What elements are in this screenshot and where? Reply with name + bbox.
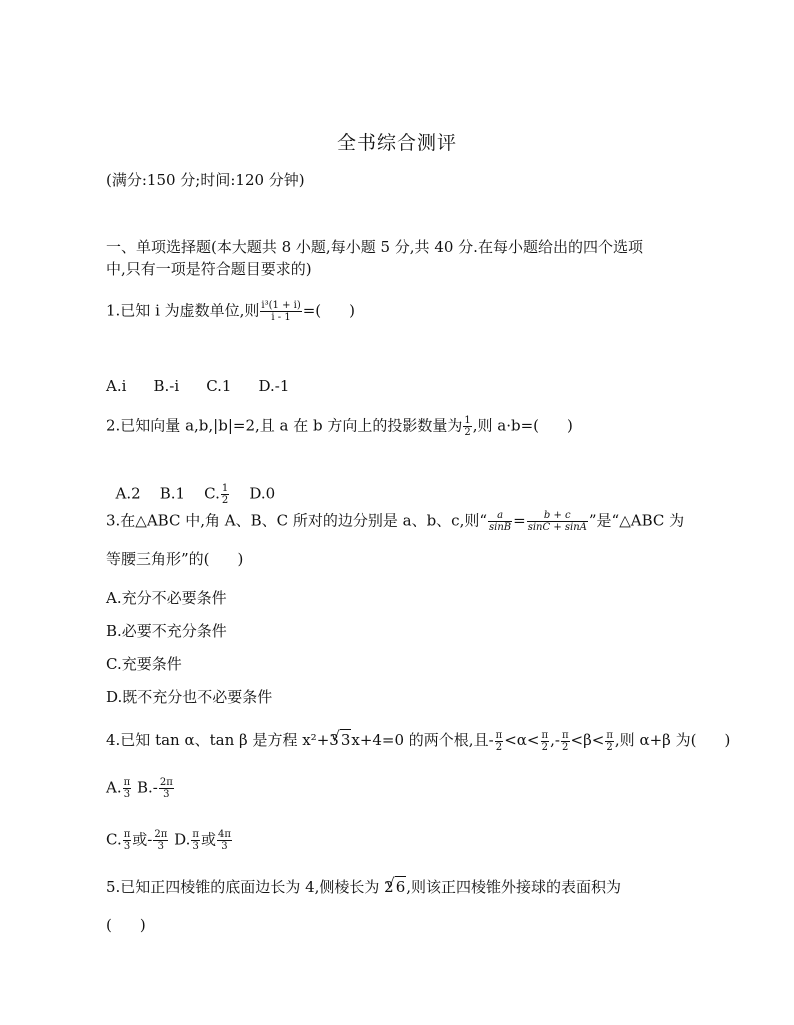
q4-option-d-frac-1 xyxy=(191,829,200,852)
q2-fraction-numerator: 1 xyxy=(464,415,471,426)
q4-option-d-mid: 或 xyxy=(200,830,216,849)
q4-option-d-d1: 3 xyxy=(192,841,199,852)
question-5-line2 xyxy=(106,915,146,935)
q4-option-a-den: 3 xyxy=(123,789,131,800)
q4-option-b-frac xyxy=(159,777,174,800)
page-title: 全书综合测评 xyxy=(336,132,457,154)
q4-stem: 4.已知 tan α、tan β 是方程 x²+3 xyxy=(106,731,339,749)
q1-fraction-numerator: i³(1 + i) xyxy=(261,300,301,311)
exam-meta: (满分:150 分;时间:120 分钟) xyxy=(106,171,305,189)
q4-close: ) xyxy=(724,731,731,749)
q4-option-b-num: 2π xyxy=(159,777,173,788)
q4-frac-4-num: π xyxy=(606,729,613,741)
q4-option-c-n2: 2π xyxy=(154,829,168,840)
q1-stem: 1.已知 i 为虚数单位,则 xyxy=(106,301,260,320)
q4-frac-1-num: π xyxy=(495,729,503,741)
q4-option-c-d1: 3 xyxy=(123,841,131,852)
q4-sqrt: √ 3 xyxy=(340,729,352,750)
q4-frac-3 xyxy=(561,730,570,753)
q4-option-a-num: π xyxy=(123,777,131,788)
q2-options xyxy=(106,463,275,506)
q3-f1-numerator: a xyxy=(488,510,512,522)
q2-option-c-denominator: 2 xyxy=(221,495,229,506)
q4-mid: x+4=0 的两个根,且- xyxy=(351,731,494,749)
q4-frac-4-den: 2 xyxy=(606,741,613,753)
q3-suffix: ”是“△ABC 为 xyxy=(588,511,685,530)
question-5 xyxy=(106,876,621,897)
q2-stem: 2.已知向量 a,b,|b|=2,且 a 在 b 方向上的投影数量为 xyxy=(106,416,463,435)
question-2 xyxy=(106,415,573,438)
question-3-line2 xyxy=(106,549,243,569)
q4-option-d-d2: 3 xyxy=(221,841,228,852)
q3-f1-denominator: sinB xyxy=(489,522,512,533)
q4-options-cd xyxy=(106,829,233,852)
q2-suffix: ,则 a·b=( xyxy=(472,416,540,435)
q3-option-b: B.必要不充分条件 xyxy=(106,622,227,640)
q3-line2: 等腰三角形”的( xyxy=(106,550,210,568)
q5-sqrt: √ 6 xyxy=(395,876,407,897)
q3-f2-denominator: sinC + sinA xyxy=(527,522,587,533)
q4-option-c-frac-2 xyxy=(153,829,168,852)
q4-option-c-d2: 3 xyxy=(157,841,165,852)
q4-frac-2-den: 2 xyxy=(541,741,548,753)
q4-option-c-n1: π xyxy=(123,829,131,840)
q5-suffix: ,则该正四棱锥外接球的表面积为 xyxy=(406,878,622,896)
q3-fraction-1 xyxy=(488,510,512,533)
q5-stem: 5.已知正四棱锥的底面边长为 4,侧棱长为 2 xyxy=(106,878,394,896)
section-heading-line2: 中,只有一项是符合题目要求的) xyxy=(106,260,312,278)
question-4 xyxy=(106,729,730,753)
q2-fraction xyxy=(463,415,471,438)
q4-option-b-den: 3 xyxy=(163,789,170,800)
q4-option-c-frac-1 xyxy=(123,829,132,852)
q4-comma-neg: ,- xyxy=(550,731,560,749)
q3-option-a: A.充分不必要条件 xyxy=(106,589,227,607)
q5-open: ( xyxy=(106,916,112,934)
q4-option-c: C. xyxy=(106,830,122,849)
q1-suffix: =( xyxy=(302,301,322,320)
q3-option-d: D.既不充分也不必要条件 xyxy=(106,688,273,706)
q2-option-c-numerator: 1 xyxy=(221,483,229,494)
q2-option-c-fraction xyxy=(221,483,229,506)
q4-lt-alpha: <α< xyxy=(504,731,540,749)
q4-option-d-n2: 4π xyxy=(217,829,231,840)
q4-option-d: D. xyxy=(174,830,191,849)
q4-frac-2 xyxy=(541,730,550,753)
q4-frac-2-num: π xyxy=(541,729,549,741)
q1-close: ) xyxy=(349,301,356,320)
q4-option-b: B.- xyxy=(136,778,158,797)
q2-options-ab: A.2 B.1 C. xyxy=(115,484,220,503)
q4-options-ab xyxy=(106,777,175,800)
q3-stem: 3.在△ABC 中,角 A、B、C 所对的边分别是 a、b、c,则“ xyxy=(106,511,488,530)
q4-frac-3-num: π xyxy=(561,729,569,741)
q2-close: ) xyxy=(567,416,573,435)
q3-fraction-2 xyxy=(527,510,588,533)
q4-frac-1 xyxy=(495,730,504,753)
q2-fraction-denominator: 2 xyxy=(464,427,471,438)
q3-equals: = xyxy=(513,511,526,530)
q4-frac-1-den: 2 xyxy=(495,741,503,753)
q4-frac-4 xyxy=(605,730,614,753)
q1-fraction xyxy=(260,300,301,323)
q5-close: ) xyxy=(139,916,146,934)
q1-fraction-denominator: i - 1 xyxy=(271,312,291,323)
section-heading-line1: 一、单项选择题(本大题共 8 小题,每小题 5 分,共 40 分.在每小题给出的四个选项 xyxy=(106,238,643,256)
q4-option-a: A. xyxy=(106,778,122,797)
q2-option-d: D.0 xyxy=(249,484,276,503)
q4-option-d-frac-2 xyxy=(217,829,232,852)
q4-option-a-frac xyxy=(123,777,132,800)
q3-f2-numerator: b + c xyxy=(527,510,588,522)
q1-options: A.i B.-i C.1 D.-1 xyxy=(106,377,290,395)
question-3 xyxy=(106,510,684,533)
q4-option-d-n1: π xyxy=(192,829,199,840)
q4-suffix: ,则 α+β 为( xyxy=(614,731,697,749)
q3-close: ) xyxy=(237,550,244,568)
question-1 xyxy=(106,300,355,323)
q4-lt-beta: <β< xyxy=(570,731,605,749)
q4-frac-3-den: 2 xyxy=(562,741,569,753)
q3-option-c: C.充要条件 xyxy=(106,655,182,673)
q4-option-c-mid: 或- xyxy=(132,830,153,849)
